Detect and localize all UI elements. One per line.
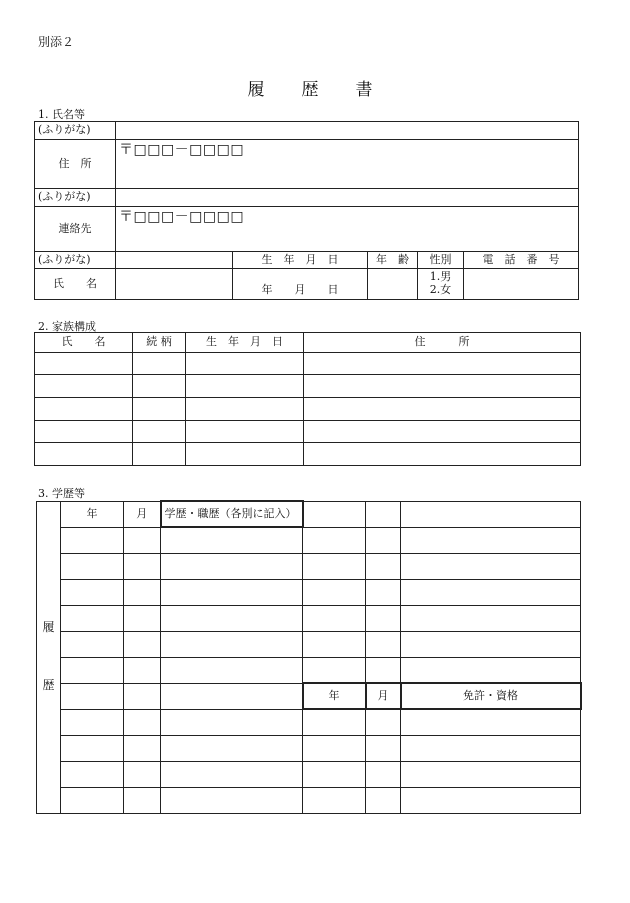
contact-field[interactable]: [116, 207, 579, 252]
history-detail-cell[interactable]: [161, 605, 303, 631]
gender-option-male[interactable]: 1.男: [429, 270, 452, 284]
history-year-cell[interactable]: [61, 709, 124, 735]
history-month-cell[interactable]: [124, 735, 161, 761]
family-address-cell[interactable]: [304, 353, 581, 375]
history-right-cell[interactable]: [366, 553, 401, 579]
birth-date-field[interactable]: 年 月 日: [233, 269, 368, 300]
history-right-cell[interactable]: [401, 501, 581, 527]
table-row: [35, 398, 581, 421]
history-right-cell[interactable]: [366, 631, 401, 657]
history-year-cell[interactable]: [61, 761, 124, 787]
family-name-cell[interactable]: [35, 375, 133, 398]
name-label: 氏 名: [35, 269, 116, 300]
history-month-header: 月: [124, 501, 161, 527]
birth-date-header: 生 年 月 日: [233, 252, 368, 269]
table-row: [37, 527, 581, 553]
table-row: [35, 443, 581, 466]
family-name-cell[interactable]: [35, 353, 133, 375]
history-year-cell[interactable]: [61, 553, 124, 579]
history-year-cell[interactable]: [61, 579, 124, 605]
history-right-cell[interactable]: [366, 501, 401, 527]
history-right-cell[interactable]: [303, 553, 366, 579]
family-table: [34, 332, 581, 466]
license-year-cell[interactable]: [303, 787, 366, 813]
age-field[interactable]: [368, 269, 418, 300]
family-relation-cell[interactable]: [133, 375, 186, 398]
history-detail-header: 学歴・職歴（各別に記入）: [161, 501, 303, 527]
personal-info-table: [34, 121, 579, 300]
family-birth-cell[interactable]: [186, 398, 304, 421]
history-right-cell[interactable]: [303, 631, 366, 657]
license-month-cell[interactable]: [366, 735, 401, 761]
history-detail-cell[interactable]: [161, 735, 303, 761]
family-address-header: 住 所: [304, 333, 581, 353]
table-row: [37, 761, 581, 787]
license-month-header: 月: [366, 683, 401, 709]
history-right-cell[interactable]: [366, 605, 401, 631]
history-right-cell[interactable]: [401, 553, 581, 579]
history-detail-cell[interactable]: [161, 657, 303, 683]
postal-code-boxes: 〒□□□－□□□□: [119, 142, 245, 158]
family-relation-cell[interactable]: [133, 353, 186, 375]
postal-code-boxes: 〒□□□－□□□□: [119, 209, 245, 225]
furigana-label: (ふりがな): [35, 189, 116, 207]
history-detail-cell[interactable]: [161, 683, 303, 709]
history-right-cell[interactable]: [303, 501, 366, 527]
family-name-cell[interactable]: [35, 443, 133, 466]
history-right-cell[interactable]: [401, 631, 581, 657]
history-right-cell[interactable]: [303, 527, 366, 553]
family-birth-cell[interactable]: [186, 421, 304, 443]
license-month-cell[interactable]: [366, 761, 401, 787]
history-table: [36, 500, 582, 814]
history-right-cell[interactable]: [401, 527, 581, 553]
history-year-cell[interactable]: [61, 605, 124, 631]
table-row: [35, 375, 581, 398]
family-address-cell[interactable]: [304, 421, 581, 443]
history-month-cell[interactable]: [124, 657, 161, 683]
history-year-cell[interactable]: [61, 527, 124, 553]
family-address-cell[interactable]: [304, 443, 581, 466]
name-furigana-field[interactable]: [116, 252, 233, 269]
license-detail-cell[interactable]: [401, 761, 581, 787]
history-year-header: 年: [61, 501, 124, 527]
age-header: 年 齢: [368, 252, 418, 269]
furigana-label: (ふりがな): [35, 252, 116, 269]
history-month-cell[interactable]: [124, 579, 161, 605]
attachment-label: 別添２: [38, 35, 75, 49]
family-birth-header: 生 年 月 日: [186, 333, 304, 353]
history-right-cell[interactable]: [303, 605, 366, 631]
history-right-cell[interactable]: [401, 605, 581, 631]
history-year-cell[interactable]: [61, 735, 124, 761]
history-right-cell[interactable]: [401, 579, 581, 605]
history-right-cell[interactable]: [366, 527, 401, 553]
license-year-cell[interactable]: [303, 735, 366, 761]
license-month-cell[interactable]: [366, 709, 401, 735]
history-right-cell[interactable]: [303, 657, 366, 683]
license-year-cell[interactable]: [303, 761, 366, 787]
family-name-cell[interactable]: [35, 398, 133, 421]
license-detail-cell[interactable]: [401, 735, 581, 761]
section1-heading: 1. 氏名等: [38, 108, 85, 121]
name-field[interactable]: [116, 269, 233, 300]
family-relation-header: 続 柄: [133, 333, 186, 353]
history-month-cell[interactable]: [124, 787, 161, 813]
table-row: [37, 579, 581, 605]
history-detail-cell[interactable]: [161, 761, 303, 787]
section3-heading: 3. 学歴等: [38, 487, 85, 500]
gender-options[interactable]: [418, 269, 464, 300]
table-row: [37, 553, 581, 579]
family-relation-cell[interactable]: [133, 421, 186, 443]
family-relation-cell[interactable]: [133, 398, 186, 421]
family-address-cell[interactable]: [304, 375, 581, 398]
history-month-cell[interactable]: [124, 605, 161, 631]
table-row: [37, 709, 581, 735]
history-year-cell[interactable]: [61, 631, 124, 657]
section2-heading: 2. 家族構成: [38, 320, 96, 333]
license-year-cell[interactable]: [303, 709, 366, 735]
table-row: [37, 683, 581, 709]
history-right-cell[interactable]: [303, 579, 366, 605]
history-detail-cell[interactable]: [161, 709, 303, 735]
license-detail-cell[interactable]: [401, 709, 581, 735]
contact-furigana-field[interactable]: [116, 189, 579, 207]
family-name-cell[interactable]: [35, 421, 133, 443]
table-row: [37, 787, 581, 813]
history-detail-cell[interactable]: [161, 631, 303, 657]
table-row: [35, 353, 581, 375]
history-right-cell[interactable]: [366, 657, 401, 683]
history-year-cell[interactable]: [61, 787, 124, 813]
license-month-cell[interactable]: [366, 787, 401, 813]
history-year-cell[interactable]: [61, 657, 124, 683]
table-row: [35, 421, 581, 443]
history-detail-cell[interactable]: [161, 527, 303, 553]
contact-label: 連絡先: [35, 207, 116, 252]
license-detail-header: 免許・資格: [401, 683, 581, 709]
gender-header: 性別: [418, 252, 464, 269]
history-detail-cell[interactable]: [161, 787, 303, 813]
family-relation-cell[interactable]: [133, 443, 186, 466]
side-label-char: 歴: [42, 678, 55, 692]
history-month-cell[interactable]: [124, 553, 161, 579]
license-year-header: 年: [303, 683, 366, 709]
history-detail-cell[interactable]: [161, 579, 303, 605]
address-label: 住 所: [35, 140, 116, 189]
history-side-label: [37, 501, 61, 813]
history-month-cell[interactable]: [124, 527, 161, 553]
family-birth-cell[interactable]: [186, 375, 304, 398]
history-right-cell[interactable]: [401, 657, 581, 683]
side-label-char: 履: [42, 620, 55, 635]
table-row: [37, 631, 581, 657]
family-address-cell[interactable]: [304, 398, 581, 421]
address-furigana-field[interactable]: [116, 122, 579, 140]
history-right-cell[interactable]: [366, 579, 401, 605]
page-title: 履 歴 書: [247, 80, 383, 100]
history-detail-cell[interactable]: [161, 553, 303, 579]
history-month-cell[interactable]: [124, 631, 161, 657]
address-field[interactable]: [116, 140, 579, 189]
history-month-cell[interactable]: [124, 683, 161, 709]
table-row: [37, 735, 581, 761]
history-year-cell[interactable]: [61, 683, 124, 709]
history-month-cell[interactable]: [124, 761, 161, 787]
family-birth-cell[interactable]: [186, 443, 304, 466]
history-month-cell[interactable]: [124, 709, 161, 735]
gender-option-female[interactable]: 2.女: [429, 283, 452, 296]
phone-header: 電 話 番 号: [464, 252, 579, 269]
license-detail-cell[interactable]: [401, 787, 581, 813]
family-name-header: 氏 名: [35, 333, 133, 353]
table-row: [37, 605, 581, 631]
furigana-label: (ふりがな): [35, 122, 116, 140]
family-birth-cell[interactable]: [186, 353, 304, 375]
table-row: [37, 657, 581, 683]
phone-field[interactable]: [464, 269, 579, 300]
